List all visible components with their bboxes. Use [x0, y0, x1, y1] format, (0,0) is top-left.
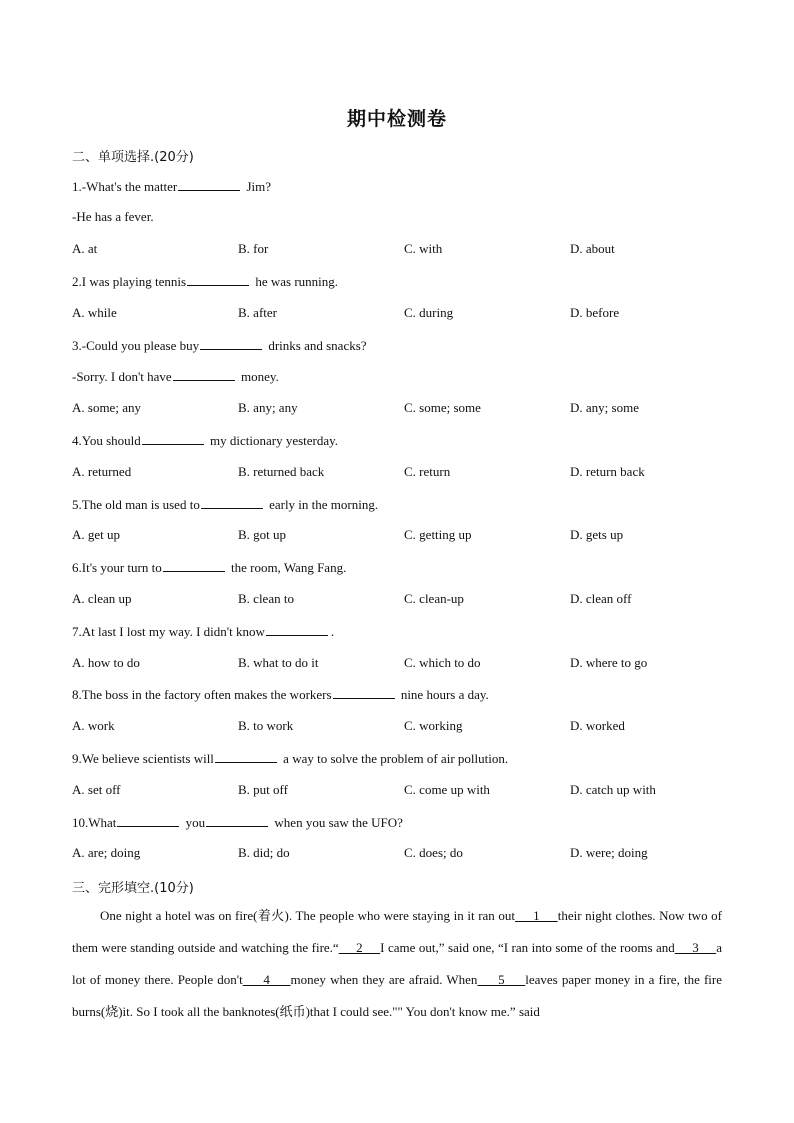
question-1-options — [72, 241, 732, 259]
option-c[interactable]: C. does; do — [404, 845, 463, 860]
answer-blank[interactable] — [201, 496, 263, 509]
answer-blank[interactable] — [266, 623, 328, 636]
page-title: 期中检测卷 — [346, 108, 447, 130]
answer-blank[interactable] — [206, 814, 268, 827]
section-heading-single-choice: 二、单项选择.(20分) — [72, 150, 194, 165]
option-d[interactable]: D. where to go — [570, 655, 648, 670]
answer-blank[interactable] — [333, 686, 395, 699]
option-c[interactable]: C. which to do — [404, 655, 481, 670]
question-7-options — [72, 655, 732, 673]
option-d[interactable]: D. gets up — [570, 527, 624, 542]
option-c[interactable]: C. during — [404, 305, 454, 320]
option-d[interactable]: D. return back — [570, 464, 645, 479]
option-a[interactable]: A. some; any — [72, 400, 141, 415]
option-c[interactable]: C. working — [404, 718, 463, 733]
option-d[interactable]: D. any; some — [570, 400, 639, 415]
answer-blank[interactable] — [215, 750, 277, 763]
cloze-blank-4[interactable]: 4 — [242, 972, 291, 987]
question-5-stem: 5.The old man is used to early in the morning. — [72, 497, 379, 512]
answer-blank[interactable] — [117, 814, 179, 827]
option-a[interactable]: A. get up — [72, 527, 121, 542]
option-b[interactable]: B. got up — [238, 527, 287, 542]
option-b[interactable]: B. after — [238, 305, 277, 320]
question-8-stem: 8.The boss in the factory often makes the workers nine hours a day. — [72, 687, 489, 702]
question-3-options — [72, 400, 732, 418]
option-d[interactable]: D. catch up with — [570, 782, 656, 797]
question-5-options — [72, 527, 732, 545]
option-a[interactable]: A. returned — [72, 464, 132, 479]
option-d[interactable]: D. were; doing — [570, 845, 648, 860]
option-d[interactable]: D. about — [570, 241, 615, 256]
option-c[interactable]: C. getting up — [404, 527, 472, 542]
question-1-stem: 1.-What's the matter Jim? — [72, 179, 272, 194]
option-b[interactable]: B. did; do — [238, 845, 290, 860]
answer-blank[interactable] — [142, 432, 204, 445]
answer-blank[interactable] — [187, 273, 249, 286]
answer-blank[interactable] — [163, 559, 225, 572]
question-6-stem: 6.It's your turn to the room, Wang Fang. — [72, 560, 347, 575]
question-7-stem: 7.At last I lost my way. I didn't know . — [72, 624, 335, 639]
question-10-options — [72, 845, 732, 863]
answer-blank[interactable] — [200, 337, 262, 350]
option-c[interactable]: C. some; some — [404, 400, 481, 415]
question-6-options — [72, 591, 732, 609]
option-a[interactable]: A. at — [72, 241, 98, 256]
option-a[interactable]: A. are; doing — [72, 845, 141, 860]
cloze-blank-2[interactable]: 2 — [338, 940, 381, 955]
option-a[interactable]: A. how to do — [72, 655, 140, 670]
option-d[interactable]: D. before — [570, 305, 620, 320]
question-4-stem: 4.You should my dictionary yesterday. — [72, 433, 339, 448]
cloze-blank-3[interactable]: 3 — [674, 940, 717, 955]
cloze-blank-5[interactable]: 5 — [477, 972, 526, 987]
section-heading-cloze: 三、完形填空.(10分) — [72, 881, 194, 896]
option-b[interactable]: B. for — [238, 241, 269, 256]
cloze-passage: One night a hotel was on fire(着火). The people who were staying in it ran out 1 their night clothes. Now two of them were standing outside and watching the fire.“ 2 I came out,” said one, “I ran into some of the rooms and 3 a lot of money there. People don't 4 money when they are afraid. When 5 leaves paper money in a fire, the fire burns(烧)it. So I took all the banknotes(纸币)that I could see."" You don't know me.” said — [72, 908, 723, 1019]
question-9-stem: 9.We believe scientists will a way to solve the problem of air pollution. — [72, 751, 509, 766]
question-9-options — [72, 782, 732, 800]
question-8-options — [72, 718, 732, 736]
question-3-reply: -Sorry. I don't have money. — [72, 369, 279, 384]
option-a[interactable]: A. while — [72, 305, 117, 320]
answer-blank[interactable] — [173, 368, 235, 381]
option-c[interactable]: C. clean-up — [404, 591, 464, 606]
option-d[interactable]: D. clean off — [570, 591, 632, 606]
option-a[interactable]: A. clean up — [72, 591, 132, 606]
cloze-blank-1[interactable]: 1 — [515, 908, 558, 923]
option-b[interactable]: B. to work — [238, 718, 294, 733]
answer-blank[interactable] — [178, 178, 240, 191]
option-c[interactable]: C. return — [404, 464, 451, 479]
option-c[interactable]: C. with — [404, 241, 443, 256]
option-a[interactable]: A. work — [72, 718, 115, 733]
option-b[interactable]: B. what to do it — [238, 655, 319, 670]
option-c[interactable]: C. come up with — [404, 782, 490, 797]
option-b[interactable]: B. clean to — [238, 591, 294, 606]
question-10-stem: 10.What you when you saw the UFO? — [72, 815, 403, 830]
option-b[interactable]: B. put off — [238, 782, 288, 797]
question-2-options — [72, 305, 732, 323]
option-b[interactable]: B. any; any — [238, 400, 298, 415]
option-a[interactable]: A. set off — [72, 782, 121, 797]
question-4-options — [72, 464, 732, 482]
question-2-stem: 2.I was playing tennis he was running. — [72, 274, 339, 289]
option-d[interactable]: D. worked — [570, 718, 625, 733]
question-3-stem: 3.-Could you please buy drinks and snacks? — [72, 338, 367, 353]
option-b[interactable]: B. returned back — [238, 464, 325, 479]
question-1-reply: -He has a fever. — [72, 209, 154, 224]
